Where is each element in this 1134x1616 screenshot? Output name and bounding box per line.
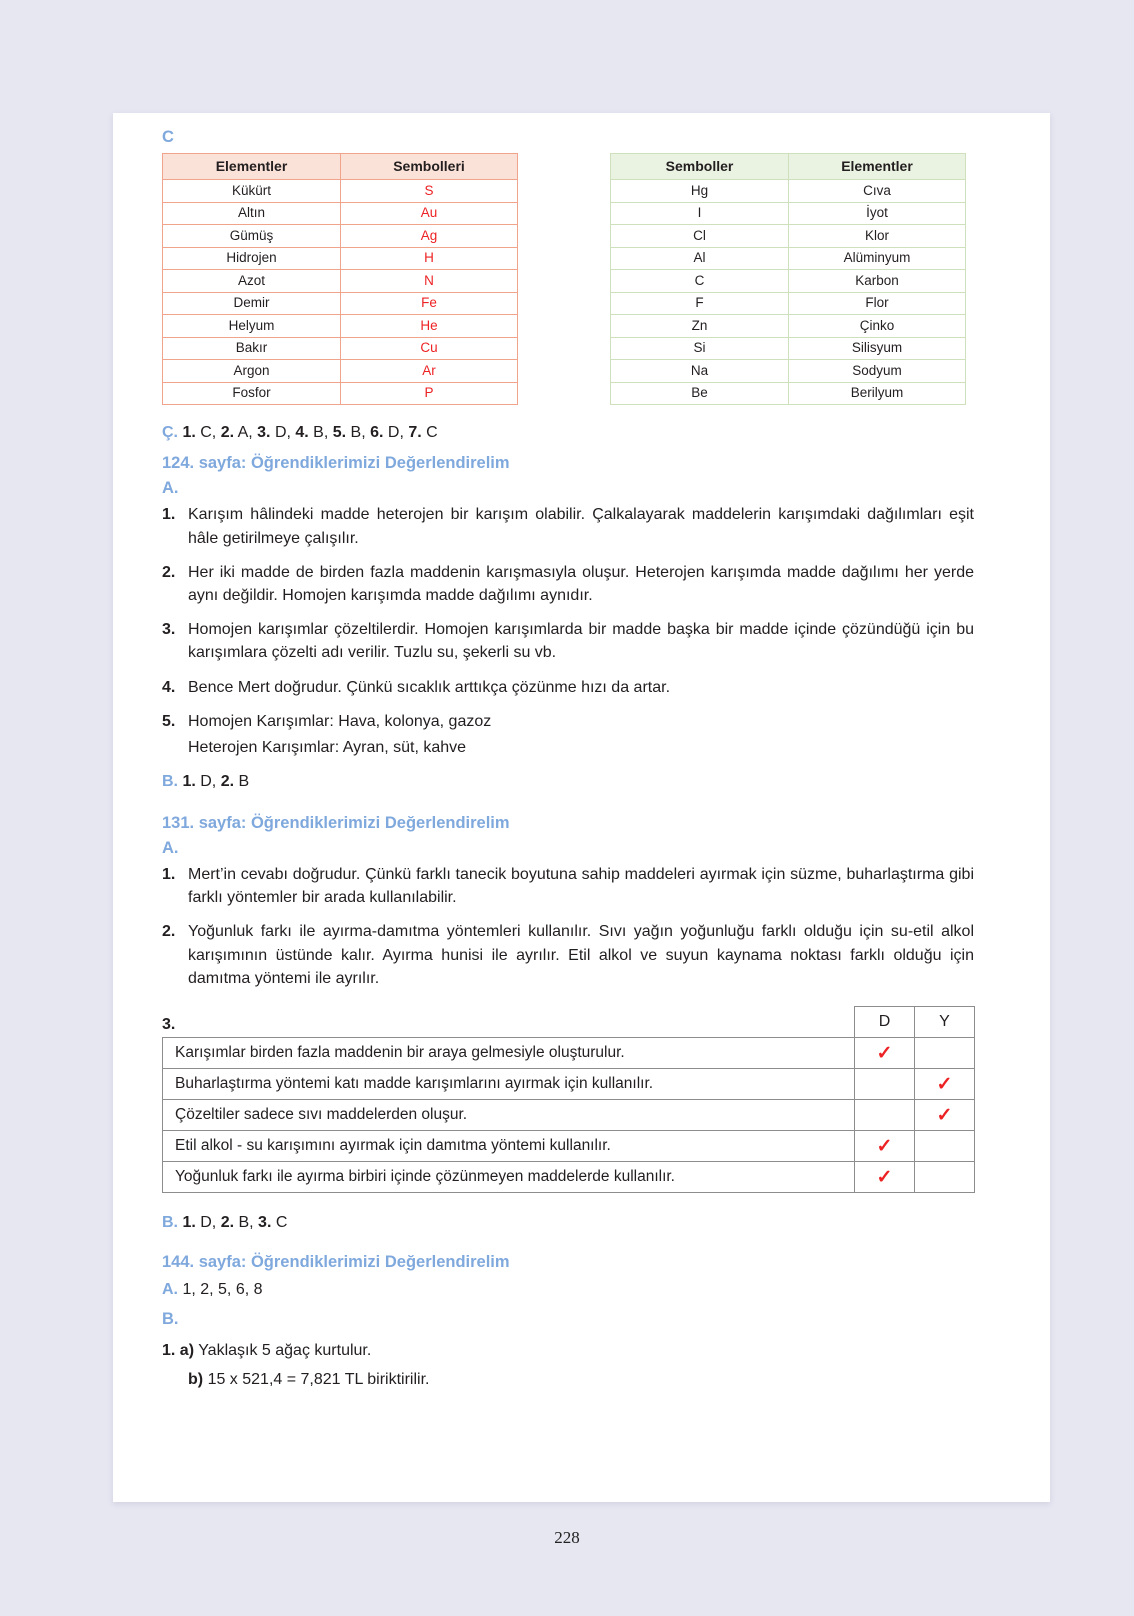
cell-col1: Fosfor bbox=[163, 382, 341, 405]
question-number: 5. bbox=[162, 712, 176, 730]
question-item bbox=[162, 561, 974, 607]
table-row bbox=[611, 315, 966, 338]
question-text: Homojen Karışımlar: Hava, kolonya, gazoz bbox=[188, 712, 492, 730]
cell-col1: Hidrojen bbox=[163, 247, 341, 270]
cell-col2: Cu bbox=[341, 337, 518, 360]
table-row bbox=[611, 202, 966, 225]
table-row bbox=[611, 247, 966, 270]
table-header-row bbox=[163, 1007, 975, 1038]
element-tables-row bbox=[162, 153, 974, 405]
page-content bbox=[162, 128, 974, 1392]
cell-col2: Silisyum bbox=[789, 337, 966, 360]
section-label: B. bbox=[162, 1214, 178, 1232]
table-header-row bbox=[163, 154, 518, 180]
page-144-heading: 144. sayfa: Öğrendiklerimizi Değerlendirelim bbox=[162, 1253, 510, 1272]
page-131-section-a-letter: A. bbox=[162, 839, 179, 858]
cell-col1: Be bbox=[611, 382, 789, 405]
cell-col1: I bbox=[611, 202, 789, 225]
cell-col2: He bbox=[341, 315, 518, 338]
table-row bbox=[163, 360, 518, 383]
cell-col2: Cıva bbox=[789, 180, 966, 203]
question-number: 1. bbox=[162, 506, 176, 524]
checkbox-cell-d[interactable]: ✓ bbox=[855, 1038, 915, 1069]
answer-text: 1. D, 2. B bbox=[182, 773, 250, 791]
statement-cell: Buharlaştırma yöntemi katı madde karışımlarını ayırmak için kullanılır. bbox=[163, 1069, 855, 1100]
section-label: Ç. bbox=[162, 424, 178, 442]
table-row bbox=[163, 1100, 975, 1131]
checkbox-cell-y[interactable]: ✓ bbox=[915, 1069, 975, 1100]
question-text-continued: Heterojen Karışımlar: Ayran, süt, kahve bbox=[188, 738, 467, 756]
question-item bbox=[162, 920, 974, 990]
cell-col1: Al bbox=[611, 247, 789, 270]
statement-cell: Etil alkol - su karışımını ayırmak için damıtma yöntemi kullanılır. bbox=[163, 1131, 855, 1162]
question-number: 2. bbox=[162, 923, 176, 941]
sub-label-b: b) bbox=[188, 1371, 204, 1389]
table-row bbox=[163, 270, 518, 293]
table-row bbox=[163, 202, 518, 225]
question-text: Bence Mert doğrudur. Çünkü sıcaklık arttıkça çözünme hızı da artar. bbox=[188, 678, 671, 696]
table-row bbox=[163, 1069, 975, 1100]
cell-col2: Berilyum bbox=[789, 382, 966, 405]
table-row bbox=[611, 270, 966, 293]
cell-col2: Sodyum bbox=[789, 360, 966, 383]
cell-col1: Gümüş bbox=[163, 225, 341, 248]
cell-col2: Klor bbox=[789, 225, 966, 248]
symbols-elements-table bbox=[610, 153, 966, 405]
left-table-body bbox=[163, 180, 518, 405]
cell-col1: Altın bbox=[163, 202, 341, 225]
checkbox-cell-d[interactable]: ✓ bbox=[855, 1131, 915, 1162]
column-header-y: Y bbox=[915, 1007, 975, 1038]
cell-col2: S bbox=[341, 180, 518, 203]
table-row bbox=[163, 180, 518, 203]
answer-text: 1, 2, 5, 6, 8 bbox=[182, 1281, 263, 1299]
question-text: Her iki madde de birden fazla maddenin karışmasıyla oluşur. Heterojen karışımda madde dağılımı her yerde aynı değildir. Homojen karışımda madde dağılımı aynıdır. bbox=[188, 563, 974, 604]
page-124-heading: 124. sayfa: Öğrendiklerimizi Değerlendirelim bbox=[162, 454, 510, 473]
cell-col2: Alüminyum bbox=[789, 247, 966, 270]
cell-col1: Na bbox=[611, 360, 789, 383]
table-header-row bbox=[611, 154, 966, 180]
page-144-section-b-letter: B. bbox=[162, 1310, 179, 1329]
table-row bbox=[163, 315, 518, 338]
statement-cell: Çözeltiler sadece sıvı maddelerden oluşur. bbox=[163, 1100, 855, 1131]
checkbox-cell-d[interactable] bbox=[855, 1069, 915, 1100]
checkbox-cell-y[interactable] bbox=[915, 1162, 975, 1193]
table-row bbox=[163, 292, 518, 315]
table-row bbox=[163, 1162, 975, 1193]
cell-col1: Bakır bbox=[163, 337, 341, 360]
page-124-section-b bbox=[162, 770, 974, 794]
cell-col2: İyot bbox=[789, 202, 966, 225]
cell-col1: Si bbox=[611, 337, 789, 360]
checkbox-cell-y[interactable] bbox=[915, 1131, 975, 1162]
cell-col2: Ag bbox=[341, 225, 518, 248]
section-c-cedilla-answers bbox=[162, 421, 974, 445]
question-number: 3. bbox=[162, 621, 176, 639]
section-label: A. bbox=[162, 1281, 178, 1299]
question-item bbox=[162, 618, 974, 664]
cell-col1: F bbox=[611, 292, 789, 315]
table-row bbox=[163, 1038, 975, 1069]
table-row bbox=[163, 225, 518, 248]
page-124-question-list bbox=[162, 503, 974, 759]
page-144-item-1a bbox=[162, 1339, 974, 1363]
page-131-question-list bbox=[162, 863, 974, 990]
sub-text-b: 15 x 521,4 = 7,821 TL biriktirilir. bbox=[207, 1371, 430, 1389]
cell-col2: P bbox=[341, 382, 518, 405]
column-header-elementler: Elementler bbox=[789, 154, 966, 180]
statement-cell: Yoğunluk farkı ile ayırma birbiri içinde çözünmeyen maddelerde kullanılır. bbox=[163, 1162, 855, 1193]
column-header-semboller: Semboller bbox=[611, 154, 789, 180]
table-row bbox=[163, 382, 518, 405]
cell-col2: Ar bbox=[341, 360, 518, 383]
question-number: 1. bbox=[162, 866, 176, 884]
question-text: Homojen karışımlar çözeltilerdir. Homojen karışımlarda bir madde başka bir madde içinde çözündüğü için bu karışımlara çözelti adı verilir. Tuzlu su, şekerli su vb. bbox=[188, 621, 974, 662]
table-row bbox=[611, 225, 966, 248]
section-c-letter: C bbox=[162, 128, 174, 146]
header-blank bbox=[163, 1007, 855, 1038]
true-false-table-body bbox=[163, 1038, 975, 1193]
table-row bbox=[163, 247, 518, 270]
sub-label-a: a) bbox=[179, 1342, 195, 1360]
cell-col1: Hg bbox=[611, 180, 789, 203]
page-131-section-b bbox=[162, 1211, 974, 1235]
cell-col1: Demir bbox=[163, 292, 341, 315]
column-header-elementler: Elementler bbox=[163, 154, 341, 180]
cell-col1: Argon bbox=[163, 360, 341, 383]
cell-col1: Kükürt bbox=[163, 180, 341, 203]
page-number: 228 bbox=[554, 1528, 580, 1547]
cell-col2: H bbox=[341, 247, 518, 270]
true-false-table bbox=[162, 1006, 975, 1193]
checkbox-cell-d[interactable] bbox=[855, 1100, 915, 1131]
right-table-body bbox=[611, 180, 966, 405]
table-row bbox=[611, 337, 966, 360]
question-item bbox=[162, 676, 974, 699]
question-text: Karışım hâlindeki madde heterojen bir karışım olabilir. Çalkalayarak maddelerin karışımdaki dağılımları eşit hâle getirilmeye çalışılır. bbox=[188, 506, 974, 547]
item-number: 1. bbox=[162, 1342, 176, 1360]
cell-col1: Zn bbox=[611, 315, 789, 338]
elements-symbols-table bbox=[162, 153, 518, 405]
checkbox-cell-y[interactable]: ✓ bbox=[915, 1100, 975, 1131]
answer-text: 1. C, 2. A, 3. D, 4. B, 5. B, 6. D, 7. C bbox=[182, 424, 438, 442]
question-number: 3. bbox=[162, 1016, 176, 1034]
page-144-section-a bbox=[162, 1278, 974, 1302]
page-144-item-1b bbox=[162, 1368, 974, 1392]
cell-col2: Fe bbox=[341, 292, 518, 315]
page-131-heading: 131. sayfa: Öğrendiklerimizi Değerlendirelim bbox=[162, 814, 510, 833]
table-row bbox=[163, 337, 518, 360]
question-number: 2. bbox=[162, 563, 176, 581]
page-sheet bbox=[113, 113, 1050, 1502]
column-header-sembolleri: Sembolleri bbox=[341, 154, 518, 180]
cell-col2: Au bbox=[341, 202, 518, 225]
question-text: Yoğunluk farkı ile ayırma-damıtma yöntemleri kullanılır. Sıvı yağın yoğunluğu farklı olduğu için su-etil alkol karışımının üstünde kalır. Ayırma hunisi ile ayrılır. Etil alkol ve suyun kaynama noktası farklı olduğu için damıtma yöntemi ile ayrılır. bbox=[188, 923, 974, 987]
page-124-section-a-letter: A. bbox=[162, 479, 179, 498]
cell-col2: Karbon bbox=[789, 270, 966, 293]
cell-col2: N bbox=[341, 270, 518, 293]
cell-col1: Azot bbox=[163, 270, 341, 293]
table-row bbox=[611, 360, 966, 383]
answer-text: 1. D, 2. B, 3. C bbox=[182, 1214, 288, 1232]
question-item bbox=[162, 863, 974, 909]
table-row bbox=[163, 1131, 975, 1162]
statement-cell: Karışımlar birden fazla maddenin bir araya gelmesiyle oluşturulur. bbox=[163, 1038, 855, 1069]
sub-text-a: Yaklaşık 5 ağaç kurtulur. bbox=[198, 1342, 372, 1360]
cell-col1: Helyum bbox=[163, 315, 341, 338]
question-text: Mert’in cevabı doğrudur. Çünkü farklı tanecik boyutuna sahip maddeleri ayırmak için süzme, buharlaştırma gibi farklı yöntemler bir arada kullanılabilir. bbox=[188, 866, 974, 907]
cell-col1: Cl bbox=[611, 225, 789, 248]
table-row bbox=[611, 180, 966, 203]
checkbox-cell-d[interactable]: ✓ bbox=[855, 1162, 915, 1193]
question-item bbox=[162, 503, 974, 549]
column-header-d: D bbox=[855, 1007, 915, 1038]
section-label: B. bbox=[162, 773, 178, 791]
cell-col2: Flor bbox=[789, 292, 966, 315]
cell-col1: C bbox=[611, 270, 789, 293]
table-row bbox=[611, 382, 966, 405]
question-number: 4. bbox=[162, 678, 176, 696]
true-false-block bbox=[162, 1006, 974, 1193]
checkbox-cell-y[interactable] bbox=[915, 1038, 975, 1069]
question-item bbox=[162, 710, 974, 759]
cell-col2: Çinko bbox=[789, 315, 966, 338]
table-row bbox=[611, 292, 966, 315]
